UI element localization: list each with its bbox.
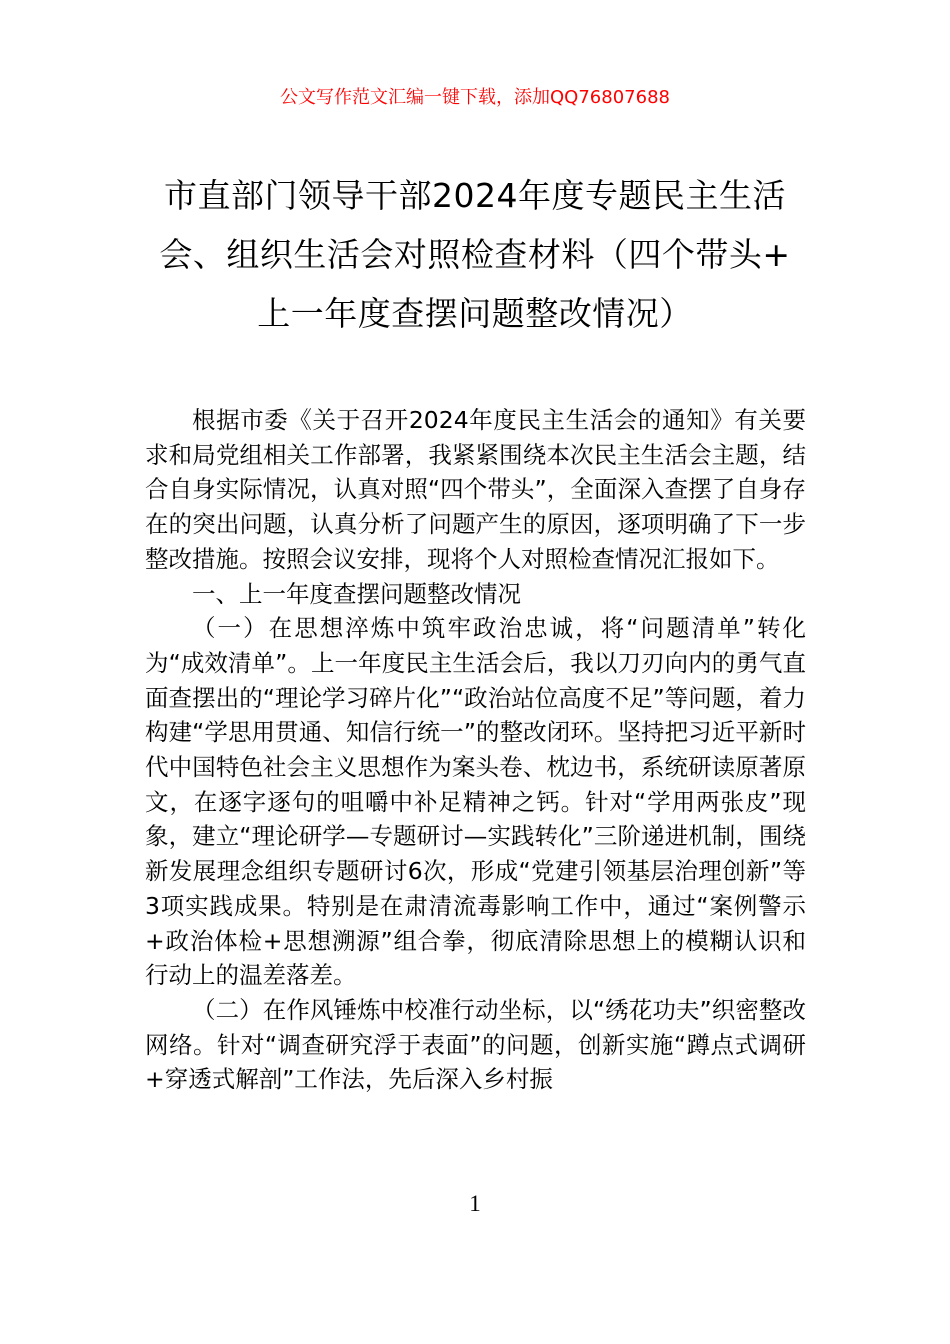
document-body [145,403,806,1097]
page-number: 1 [469,1191,481,1216]
paragraph-intro: 根据市委《关于召开2024年度民主生活会的通知》有关要求和局党组相关工作部署，我紧紧围绕本次民主生活会主题，结合自身实际情况，认真对照“四个带头”，全面深入查摆了自身存在的突出问题，认真分析了问题产生的原因，逐项明确了下一步整改措施。按照会议安排，现将个人对照检查情况汇报如下。 [145,406,806,573]
document-title [142,166,808,343]
title-line-1: 市直部门领导干部2024年度专题民主生活 [164,176,786,215]
section-heading: 一、上一年度查摆问题整改情况 [192,579,521,608]
title-line-3: 上一年度查摆问题整改情况） [257,294,693,333]
paragraph-item-2: （二）在作风锤炼中校准行动坐标，以“绣花功夫”织密整改网络。针对“调查研究浮于表面”的问题，创新实施“蹲点式调研+穿透式解剖”工作法，先后深入乡村振 [145,995,806,1094]
watermark-text: 公文写作范文汇编一键下载，添加QQ76807688 [280,87,670,108]
title-line-2: 会、组织生活会对照检查材料（四个带头+ [159,235,791,274]
paragraph-item-1: （一）在思想淬炼中筑牢政治忠诚，将“问题清单”转化为“成效清单”。上一年度民主生活会后，我以刀刃向内的勇气直面查摆出的“理论学习碎片化”“政治站位高度不足”等问题，着力构建“学思用贯通、知信行统一”的整改闭环。坚持把习近平新时代中国特色社会主义思想作为案头卷、枕边书，系统研读原著原文，在逐字逐句的咀嚼中补足精神之钙。针对“学用两张皮”现象，建立“理论研学—专题研讨—实践转化”三阶递进机制，围绕新发展理念组织专题研讨6次，形成“党建引领基层治理创新”等3项实践成果。特别是在肃清流毒影响工作中，通过“案例警示+政治体检+思想溯源”组合拳，彻底清除思想上的模糊认识和行动上的温差落差。 [145,614,806,990]
